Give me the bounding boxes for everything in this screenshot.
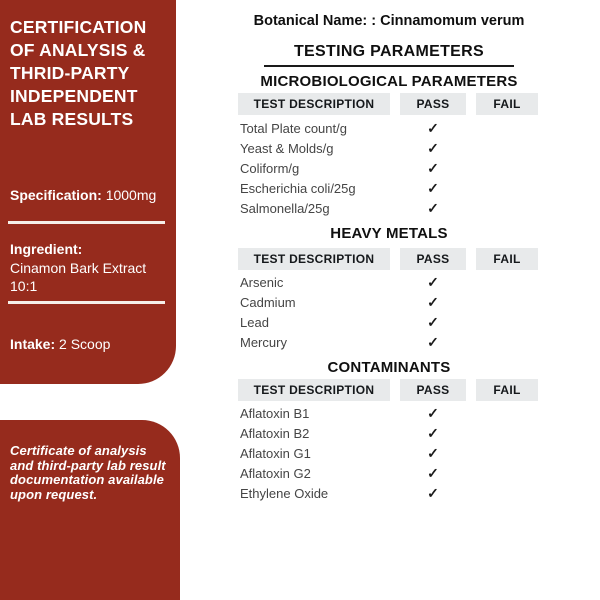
table-heading-microbiological: MICROBIOLOGICAL PARAMETERS xyxy=(260,73,518,90)
pass-checkmark-icon: ✓ xyxy=(427,333,439,350)
pass-checkmark-icon: ✓ xyxy=(427,424,439,441)
pass-checkmark-icon: ✓ xyxy=(427,484,439,501)
table-row xyxy=(238,292,540,312)
page-title: CERTIFICATION OF ANALYSIS & THRID-PARTY INDEPENDENT LAB RESULTS xyxy=(10,17,147,129)
pass-checkmark-icon: ✓ xyxy=(427,273,439,290)
test-name: Aflatoxin G1 xyxy=(240,445,311,461)
table-row xyxy=(238,118,540,138)
test-name: Arsenic xyxy=(240,274,284,290)
test-name: Total Plate count/g xyxy=(240,120,347,136)
column-header-test-description: TEST DESCRIPTION xyxy=(238,248,390,270)
column-header-fail: FAIL xyxy=(476,93,538,115)
column-header-pass: PASS xyxy=(400,248,466,270)
table-row xyxy=(238,178,540,198)
test-name: Escherichia coli/25g xyxy=(240,180,356,196)
testing-parameters-title-wrap xyxy=(238,43,540,67)
table-body-contaminants xyxy=(238,403,540,503)
test-name: Aflatoxin B1 xyxy=(240,405,310,421)
table-header-row xyxy=(238,248,540,270)
ingredient-value: Cinamon Bark Extract 10:1 xyxy=(10,260,147,294)
table-row xyxy=(238,483,540,503)
testing-parameters-title: TESTING PARAMETERS xyxy=(264,43,514,67)
divider-line xyxy=(8,301,165,304)
table-body-microbiological xyxy=(238,118,540,218)
pass-checkmark-icon: ✓ xyxy=(427,404,439,421)
pass-checkmark-icon: ✓ xyxy=(427,139,439,156)
botanical-name-value: Cinnamomum verum xyxy=(380,13,525,29)
pass-checkmark-icon: ✓ xyxy=(427,119,439,136)
test-name: Aflatoxin B2 xyxy=(240,425,310,441)
test-name: Ethylene Oxide xyxy=(240,485,329,501)
table-row xyxy=(238,443,540,463)
intake-value: 2 Scoop xyxy=(59,336,111,352)
pass-checkmark-icon: ✓ xyxy=(427,313,439,330)
table-row xyxy=(238,312,540,332)
pass-checkmark-icon: ✓ xyxy=(427,464,439,481)
left-panel xyxy=(0,0,176,384)
footnote-text: Certificate of analysis and third-party lab result documentation available upon request. xyxy=(10,443,166,502)
botanical-name-line xyxy=(238,13,540,29)
test-name: Aflatoxin G2 xyxy=(240,465,311,481)
intake-label: Intake: xyxy=(10,336,56,352)
specification-value: 1000mg xyxy=(105,187,157,203)
specification-line xyxy=(10,186,156,204)
pass-checkmark-icon: ✓ xyxy=(427,293,439,310)
column-header-pass: PASS xyxy=(400,379,466,401)
column-header-fail: FAIL xyxy=(476,379,538,401)
test-name: Cadmium xyxy=(240,294,296,310)
pass-checkmark-icon: ✓ xyxy=(427,444,439,461)
column-header-pass: PASS xyxy=(400,93,466,115)
table-row xyxy=(238,272,540,292)
table-header-row xyxy=(238,93,540,115)
pass-checkmark-icon: ✓ xyxy=(427,159,439,176)
column-header-test-description: TEST DESCRIPTION xyxy=(238,379,390,401)
botanical-name-label: Botanical Name: : xyxy=(253,13,377,29)
table-row xyxy=(238,332,540,352)
table-row xyxy=(238,158,540,178)
intake-line xyxy=(10,335,110,353)
table-row xyxy=(238,463,540,483)
table-header-row xyxy=(238,379,540,401)
table-row xyxy=(238,423,540,443)
test-name: Coliform/g xyxy=(240,160,300,176)
table-heading-heavy-metals: HEAVY METALS xyxy=(330,225,448,242)
test-name: Lead xyxy=(240,314,269,330)
table-body-heavy-metals xyxy=(238,272,540,352)
table-row xyxy=(238,198,540,218)
ingredient-label: Ingredient: xyxy=(10,241,83,257)
column-header-test-description: TEST DESCRIPTION xyxy=(238,93,390,115)
footnote-panel xyxy=(0,420,180,600)
test-name: Yeast & Molds/g xyxy=(240,140,334,156)
test-name: Mercury xyxy=(240,334,287,350)
ingredient-line xyxy=(10,240,170,295)
column-header-fail: FAIL xyxy=(476,248,538,270)
table-row xyxy=(238,403,540,423)
pass-checkmark-icon: ✓ xyxy=(427,199,439,216)
table-heading-contaminants: CONTAMINANTS xyxy=(327,359,451,376)
specification-label: Specification: xyxy=(10,187,102,203)
table-row xyxy=(238,138,540,158)
divider-line xyxy=(8,221,165,224)
testing-content xyxy=(238,13,540,503)
pass-checkmark-icon: ✓ xyxy=(427,179,439,196)
test-name: Salmonella/25g xyxy=(240,200,330,216)
